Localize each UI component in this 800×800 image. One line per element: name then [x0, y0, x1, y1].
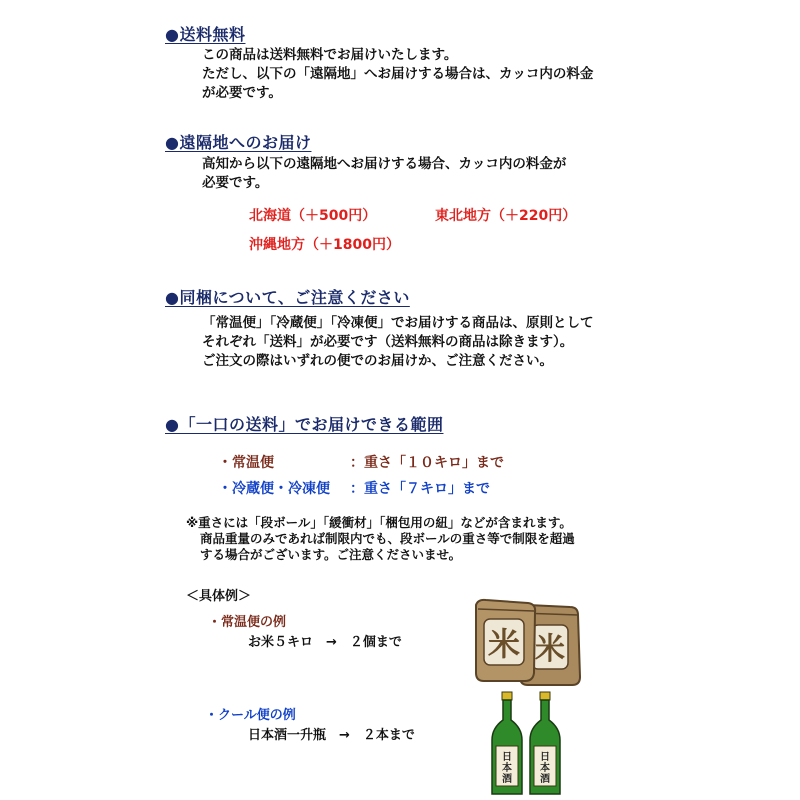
rate-hokkaido: 北海道（＋500円）	[249, 208, 377, 224]
example-ambient-item: お米５キロ → ２個まで	[248, 635, 402, 650]
sake-label-left-3: 酒	[502, 774, 512, 785]
sake-label-left-1: 日	[502, 752, 512, 763]
text-line: 「常温便」「冷蔵便」「冷凍便」でお届けする商品は、原則として	[202, 315, 594, 331]
paragraph-bundling-notice	[202, 314, 594, 371]
sake-bottle-right	[530, 692, 560, 794]
note-line: する場合がございます。ご注意くださいませ。	[200, 547, 462, 562]
note-line: 商品重量のみであれば制限内でも、段ボールの重さ等で制限を超過	[200, 531, 575, 546]
text-line: ご注文の際はいずれの便でのお届けか、ご注意ください。	[202, 353, 553, 369]
heading-bundling-notice: ●同梱について、ご注意ください	[165, 288, 410, 307]
rate-okinawa: 沖縄地方（＋1800円）	[249, 237, 400, 253]
rice-bags-icon	[470, 595, 585, 690]
label-ambient: ・常温便	[218, 455, 274, 471]
paragraph-free-shipping	[202, 46, 593, 103]
rice-bag-front	[476, 600, 535, 681]
sake-label-right-1: 日	[540, 752, 550, 763]
sake-label-right-3: 酒	[540, 774, 550, 785]
rice-label-front: 米	[487, 625, 521, 663]
sake-bottles-icon	[490, 690, 570, 798]
example-cool-item: 日本酒一升瓶 → ２本まで	[248, 728, 415, 743]
text-line: 必要です。	[202, 175, 269, 191]
sake-bottle-left	[492, 692, 522, 794]
text-line: それぞれ「送料」が必要です（送料無料の商品は除きます）。	[202, 334, 574, 350]
text-line: この商品は送料無料でお届けいたします。	[202, 47, 458, 63]
rate-tohoku: 東北地方（＋220円）	[435, 208, 577, 224]
limit-chilled-frozen: ：重さ「７キロ」まで	[350, 481, 490, 497]
limit-ambient: ：重さ「１０キロ」まで	[350, 455, 504, 471]
sake-label-right-2: 本	[540, 763, 550, 774]
paragraph-remote-delivery	[202, 155, 566, 193]
note-line: ※重さには「段ボール」「緩衝材」「梱包用の紐」などが含まれます。	[186, 515, 572, 530]
rice-label-back: 米	[535, 632, 565, 667]
label-chilled-frozen: ・冷蔵便・冷凍便	[218, 481, 330, 497]
text-line: が必要です。	[202, 85, 282, 101]
example-ambient-title: ・常温便の例	[208, 615, 287, 630]
heading-free-shipping: ●送料無料	[165, 25, 246, 44]
text-line: 高知から以下の遠隔地へお届けする場合、カッコ内の料金が	[202, 156, 567, 172]
heading-remote-delivery: ●遠隔地へのお届け	[165, 133, 312, 152]
heading-shipping-range: ●「一口の送料」でお届けできる範囲	[165, 415, 444, 434]
note-weight	[186, 515, 575, 563]
example-cool-title: ・クール便の例	[205, 708, 296, 723]
sake-label-left-2: 本	[502, 763, 512, 774]
examples-title: ＜具体例＞	[186, 589, 252, 604]
text-line: ただし、以下の「遠隔地」へお届けする場合は、カッコ内の料金	[202, 66, 594, 82]
